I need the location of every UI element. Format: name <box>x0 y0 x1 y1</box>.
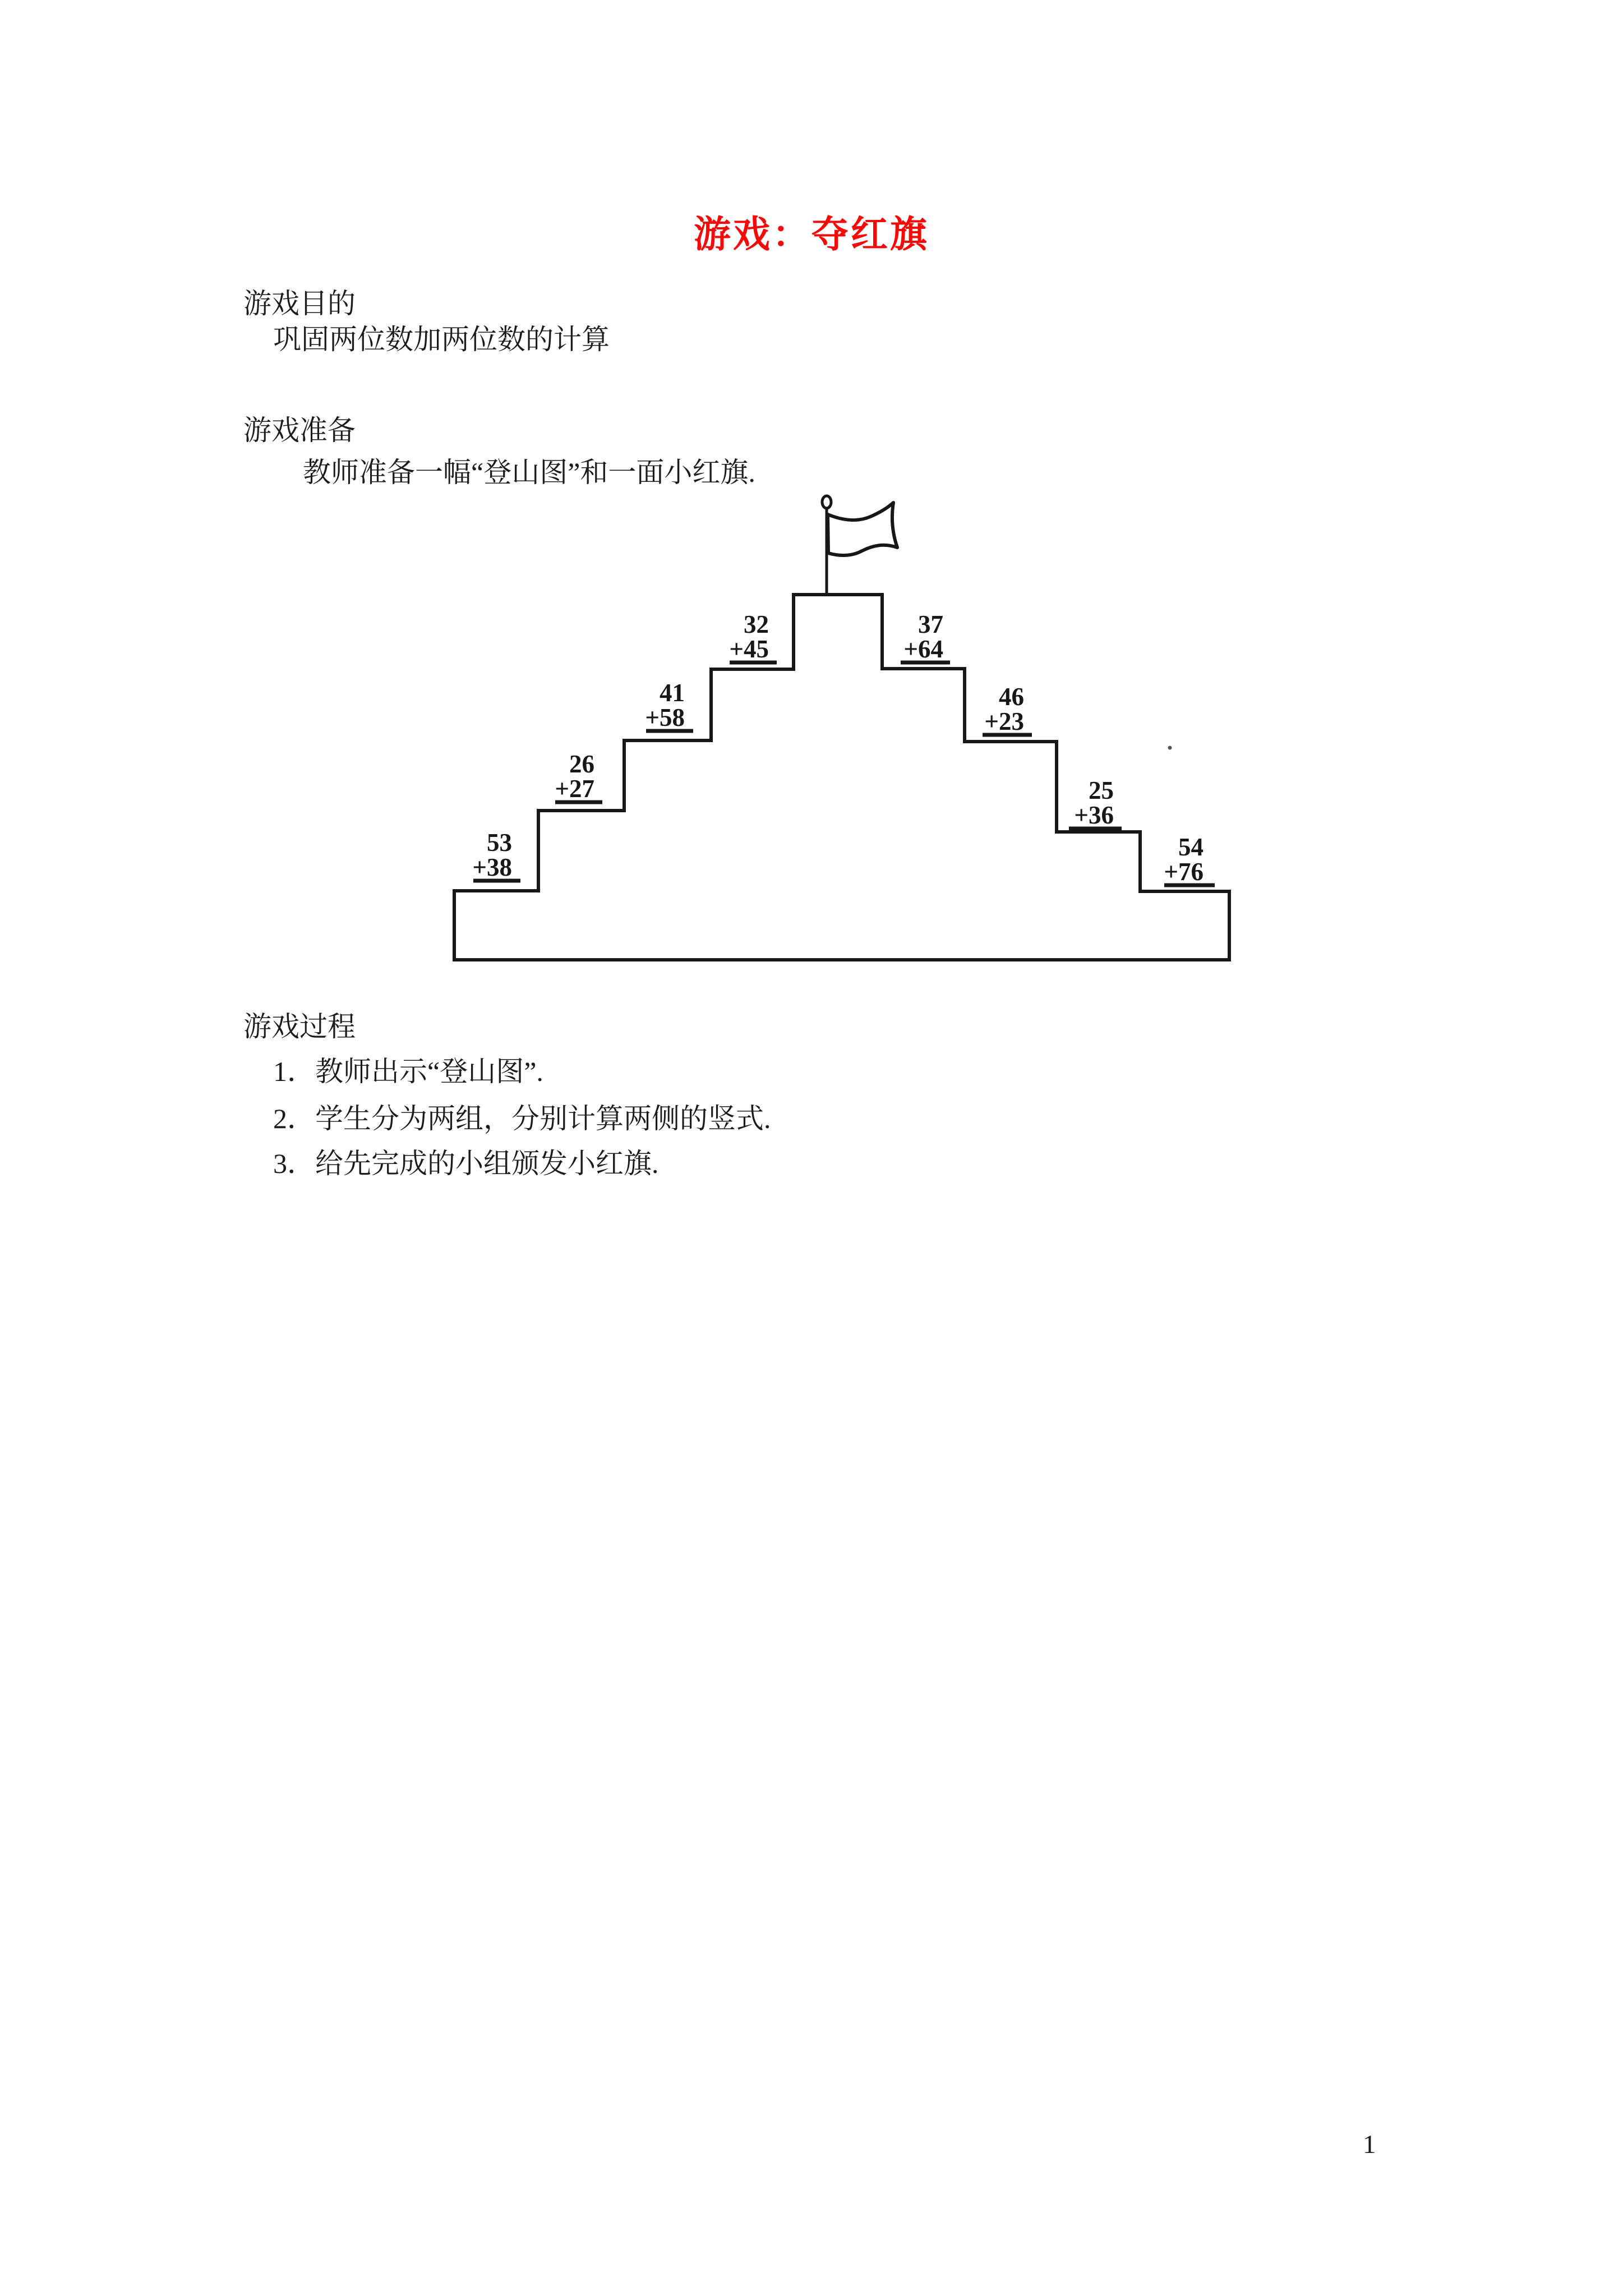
addition-problem <box>1069 776 1122 829</box>
addend-bottom: +27 <box>555 775 594 803</box>
addend-top: 41 <box>660 679 685 707</box>
mountain-diagram <box>393 480 1267 973</box>
flag-cloth <box>828 503 897 555</box>
addend-bottom: +76 <box>1164 858 1204 886</box>
addend-top: 54 <box>1178 833 1204 861</box>
process-step-3: 3．给先完成的小组颁发小红旗. <box>273 1148 659 1179</box>
addend-bottom: +23 <box>984 707 1024 735</box>
addend-bottom: +64 <box>903 635 943 663</box>
flag-finial <box>822 496 831 508</box>
addend-top: 26 <box>569 750 594 778</box>
addend-bottom: +36 <box>1074 801 1114 829</box>
addend-bottom: +58 <box>645 703 685 731</box>
preparation-text: 教师准备一幅“登山图”和一面小红旗. <box>303 457 755 488</box>
page-title: 游戏：夺红旗 <box>694 214 929 255</box>
flag-icon <box>822 496 897 595</box>
addition-problem <box>645 679 693 731</box>
addend-bottom: +38 <box>472 853 512 881</box>
objective-text: 巩固两位数加两位数的计算 <box>273 324 610 355</box>
addition-problem <box>901 610 950 663</box>
addition-problem <box>1164 833 1215 886</box>
page-number: 1 <box>1363 2130 1376 2159</box>
addend-bottom: +45 <box>729 635 769 663</box>
addend-top: 46 <box>999 683 1024 711</box>
addition-problem <box>472 829 520 881</box>
addend-top: 25 <box>1089 776 1114 804</box>
ink-speck <box>1168 746 1172 750</box>
addend-top: 32 <box>744 610 769 638</box>
process-step-1: 1．教师出示“登山图”. <box>273 1056 543 1087</box>
section-heading-objective: 游戏目的 <box>243 288 356 319</box>
addend-top: 37 <box>918 610 943 638</box>
addition-problem <box>729 610 777 663</box>
section-heading-preparation: 游戏准备 <box>243 415 356 446</box>
addition-problem <box>983 683 1032 735</box>
addend-top: 53 <box>487 829 512 857</box>
addition-problem <box>555 750 602 803</box>
process-step-2: 2．学生分为两组，分别计算两侧的竖式. <box>273 1103 771 1134</box>
section-heading-process: 游戏过程 <box>243 1011 356 1042</box>
